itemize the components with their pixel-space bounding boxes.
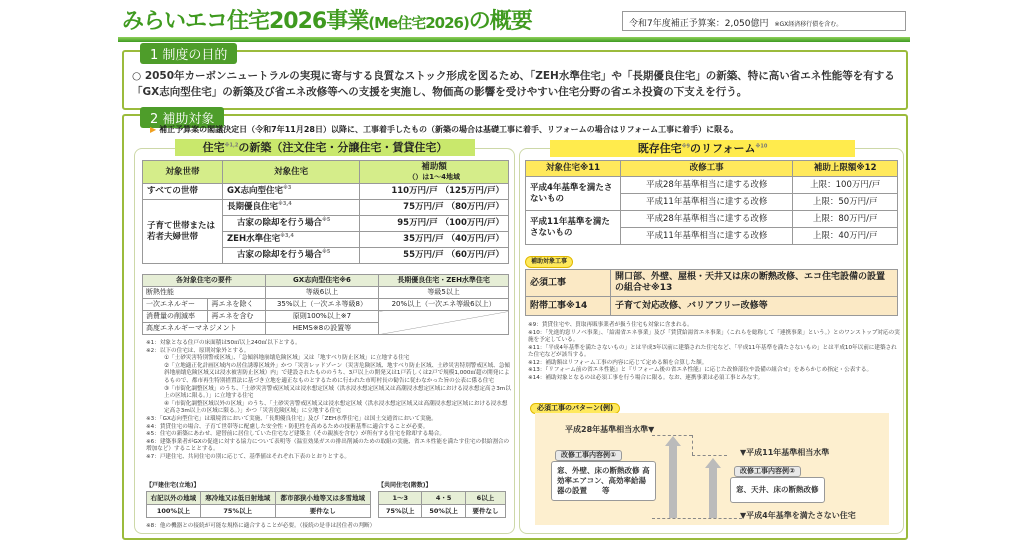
amount	[360, 232, 509, 248]
table-row	[143, 311, 509, 323]
dash-line	[692, 435, 693, 455]
note: ②「立地適正化計画区域内の居住誘導区域外」かつ「災害レッドゾーン（災害危険区域、地すべり防止区域、土砂災害特別警戒区域、急傾斜地崩壊危険区域又は浸水被害防止区域）内」で建設されたもののうち、3戸以上の開発又は1戸若しくは2戸で規模1,000㎡超の開発によるもので、都市再生特別措置法に基づき立地を適正なものとするために行われた市町村長の勧告に従わなかった旨の公表に係る住宅	[164, 362, 510, 384]
newbuild-table	[142, 160, 509, 264]
th: 長期優良住宅・ZEH水準住宅	[379, 275, 509, 287]
note: ④「市街化調整区域以外の区域」のうち、「土砂災害警戒区域又は浸水想定区域（洪水浸水想定区域又は高潮浸水想定区域における浸水想定高さ3m以上の区域に限る。）」かつ「災害危険区域」に立地する住宅	[164, 400, 508, 415]
cap: 上限：50万円/戸	[793, 194, 898, 211]
house	[223, 232, 360, 248]
work: 平成11年基準相当に達する改修	[621, 194, 793, 211]
h: 古家の除却を行う場合	[237, 218, 323, 228]
house: 平成11年基準を満たさないもの	[526, 211, 621, 245]
t: 住宅	[202, 141, 225, 154]
h: 長期優良住宅	[227, 202, 279, 212]
work-desc: 子育て対応改修、バリアフリー改修等	[611, 297, 898, 316]
arrow-shaft	[669, 446, 677, 518]
s: ※3	[283, 185, 292, 192]
c: HEMS※8の設置等	[265, 323, 378, 335]
title-sub: (Me住宅2026)	[368, 14, 469, 32]
v: 50%以上	[422, 505, 465, 518]
note: ※4：賃貸住宅の場合、子育て世帯等に配慮した安全性・防犯性を高めるための技術基準に適合することが必要。	[146, 423, 429, 430]
a: 95万円/戸	[397, 218, 438, 228]
title-divider	[118, 37, 910, 42]
th: 対象住宅※11	[526, 161, 621, 177]
house	[223, 200, 360, 216]
note-8: ※8：他の機器との接続が可能な規格に適合することが必要。（接続の是非は居住者の判断）	[146, 523, 376, 529]
triangle-icon: ▶	[150, 125, 157, 134]
a: 75万円/戸	[403, 202, 444, 212]
amount	[360, 248, 509, 264]
v: 100%以上	[147, 505, 201, 518]
h: GX志向型住宅	[227, 186, 284, 196]
th: 1～3	[379, 492, 422, 505]
amount	[360, 200, 509, 216]
example1-box: 窓、外壁、床の断熱改修 高効率エアコン、高効率給湯器の設置 等	[551, 461, 656, 501]
th: 6以上	[465, 492, 505, 505]
s: ※9	[681, 143, 691, 150]
note: ※5：住宅の新築にあわせ、建替前に居住していた住宅など建築主（その親族を含む）が所有する住宅を除却する場合。	[146, 431, 445, 438]
newbuild-title	[175, 139, 475, 156]
table-row	[143, 287, 509, 299]
amount	[360, 216, 509, 232]
level-4: ▼平成4年基準を満たさない住宅	[740, 511, 856, 520]
c: 消費量の削減率	[143, 311, 208, 323]
left-notes	[146, 340, 512, 462]
c: 高度エネルギーマネジメント	[143, 323, 266, 335]
pattern-label: 必須工事のパターン(例)	[530, 403, 620, 414]
work-desc: 開口部、外壁、屋根・天井又は床の断熱改修、エコ住宅設備の設置の組合せ※13	[611, 270, 898, 297]
note: ※13：『リフォーム前の省エネ性能』と『リフォーム後の省エネ性能』に応じた改修部位や設備の組合せ」をあらかじめ指定・公表する。	[528, 367, 873, 373]
th: 右記以外の地域	[147, 492, 201, 505]
detached-caption: 【戸建住宅(立地)】	[146, 482, 200, 489]
c: 一次エネルギー	[143, 299, 208, 311]
s: ※5	[322, 217, 331, 224]
note: ※10：「先進的窓リノベ事業」、「給湯省エネ事業」及び「賃貸給湯省エネ事業」（これらを総称して「連携事業」という。）とのワンストップ対応の実施を予定している。	[528, 329, 900, 343]
v: 要件なし	[465, 505, 505, 518]
household: 子育て世帯または若者夫婦世帯	[143, 200, 223, 264]
th	[360, 161, 509, 184]
dash-line	[692, 455, 727, 456]
r: （100万円/戸）	[440, 218, 504, 228]
note: ※2：以下の住宅は、原則対象外とする。	[146, 347, 250, 354]
title-tail: の概要	[468, 9, 532, 34]
detached-table	[146, 491, 371, 518]
table-row	[143, 184, 509, 200]
arrow-up-icon	[665, 436, 681, 446]
right-notes	[528, 322, 900, 382]
r: （125万円/戸）	[440, 186, 504, 196]
th-a: 補助額	[421, 162, 447, 172]
t2: のリフォーム	[690, 142, 756, 155]
budget-box	[622, 11, 906, 31]
c-empty	[379, 311, 509, 335]
c: 再エネを除く	[208, 299, 265, 311]
works-label: 補助対象工事	[525, 256, 573, 268]
requirements-table	[142, 274, 509, 335]
note: ※6：建築事業者がGXの促進に対する協力について表明等（温室効果ガスの排出削減のための取組の実施、省エネ性能を満たす住宅の供給割合の増加など）することとする。	[146, 438, 510, 453]
r: （60万円/戸）	[446, 250, 504, 260]
th: 各対象住宅の要件	[143, 275, 266, 287]
condition-text: 補正予算案の閣議決定日（令和7年11月28日）以降に、工事着手したもの（新築の場合は基礎工事に着手、リフォームの場合はリフォーム工事に着手）に限る。	[159, 125, 739, 134]
note: ※1：対象となる住戸の床面積は50㎡以上240㎡以下とする。	[146, 340, 301, 346]
note: ※7：戸建住宅、共同住宅の別に応じて、基準値はそれぞれ下表のとおりとする。	[146, 453, 350, 460]
work: 平成11年基準相当に達する改修	[621, 228, 793, 245]
r: （80万円/戸）	[446, 202, 504, 212]
th: 対象住宅	[223, 161, 360, 184]
c: 35%以上（一次エネ等級8）	[265, 299, 378, 311]
work-type: 必須工事	[526, 270, 611, 297]
note: ※3：「GX志向型住宅」は環境省において実施、「長期優良住宅」及び「ZEH水準住宅」は国土交通省において実施。	[146, 415, 437, 422]
note: ③「市街化調整区域」のうち、「土砂災害警戒区域又は浸水想定区域（洪水浸水想定区域又は高潮浸水想定区域における浸水想定高さ3m以上の区域に限る。）」に立地する住宅	[164, 385, 511, 400]
s: ※3,4	[278, 201, 292, 208]
reform-title	[550, 140, 855, 157]
example2-box: 窓、天井、床の断熱改修	[730, 477, 825, 503]
page-title	[122, 4, 532, 35]
house	[223, 216, 360, 232]
a: 110万円/戸	[391, 186, 438, 196]
condition-note	[150, 125, 738, 135]
house: 平成4年基準を満たさないもの	[526, 177, 621, 211]
cap: 上限：100万円/戸	[793, 177, 898, 194]
level-28: 平成28年基準相当水準▼	[565, 425, 655, 434]
cap: 上限：80万円/戸	[793, 211, 898, 228]
house	[223, 248, 360, 264]
budget-note: ※GX経済移行債を含む。	[774, 21, 843, 28]
th: 改修工事	[621, 161, 793, 177]
th: 補助上限額※12	[793, 161, 898, 177]
a: 35万円/戸	[403, 234, 444, 244]
t: 既存住宅	[637, 142, 682, 155]
t2: の新築（注文住宅・分譲住宅・賃貸住宅）	[238, 141, 448, 154]
v: 要件なし	[275, 505, 370, 518]
level-11: ▼平成11年基準相当水準	[740, 448, 830, 457]
cap: 上限：40万円/戸	[793, 228, 898, 245]
note: ※11：「平成4年基準を満たさないもの」とは平成3年以前に建築された住宅など、「平成11年基準を満たさないもの」とは平成10年以前に建築された住宅などが該当する。	[528, 344, 897, 358]
purpose-text: ○ 2050年カーボンニュートラルの実現に寄与する良質なストック形成を図るため、「ZEH水準住宅」や「長期優良住宅」の新築、特に高い省エネ性能等を有する「GX志向型住宅」の新築及び省エネ改修等への支援を実施し、物価高の影響を受けやすい住宅分野の省エネ投資の下支えを行う。	[132, 70, 895, 98]
table-row	[526, 211, 898, 228]
works-table	[525, 269, 898, 316]
th: 4・5	[422, 492, 465, 505]
note: ※9：賃貸住宅や、買取再販事業者が扱う住宅も対象に含まれる。	[528, 322, 693, 328]
note: ①「土砂災害特別警戒区域」、「急傾斜地崩壊危険区域」又は「地すべり防止区域」に立地する住宅	[164, 355, 410, 362]
house	[223, 184, 360, 200]
table-row	[526, 297, 898, 316]
arrow-up-icon	[705, 458, 721, 468]
dash-line	[652, 518, 742, 519]
a: 55万円/戸	[403, 250, 444, 260]
v: 75%以上	[200, 505, 275, 518]
table-row	[526, 177, 898, 194]
c: 断熱性能	[143, 287, 266, 299]
example2-title: 改修工事内容例②	[734, 466, 801, 477]
note: ※12：補助額はリフォーム工事の内容に応じて定める額を合算した額。	[528, 359, 708, 366]
c: 再エネを含む	[208, 311, 265, 323]
note: ※14：補助対象となるのは必須工事を行う場合に限る。なお、連携事業は必須工事とみなす。	[528, 374, 764, 381]
th: 都市部狭小地等又は多雪地域	[275, 492, 370, 505]
s: ※5	[322, 249, 331, 256]
section-subsidy-tab: 2 補助対象	[140, 107, 224, 128]
section-purpose-tab: 1 制度の目的	[140, 43, 237, 64]
reform-table	[525, 160, 898, 245]
h: 古家の除却を行う場合	[237, 250, 323, 260]
work: 平成28年基準相当に達する改修	[621, 177, 793, 194]
th-b: （）は1～4地域	[408, 173, 461, 181]
work-type: 附帯工事※14	[526, 297, 611, 316]
c: 等級5以上	[379, 287, 509, 299]
s2: ※10	[755, 143, 768, 150]
c: 20%以上（一次エネ等級6以上）	[379, 299, 509, 311]
work: 平成28年基準相当に達する改修	[621, 211, 793, 228]
v: 75%以上	[379, 505, 422, 518]
th: 対象世帯	[143, 161, 223, 184]
r: （40万円/戸）	[446, 234, 504, 244]
arrow-shaft	[709, 468, 717, 518]
s: ※3,4	[280, 233, 294, 240]
table-row	[143, 299, 509, 311]
th: 寒冷地又は低日射地域	[200, 492, 275, 505]
table-row	[143, 200, 509, 216]
household: すべての世帯	[143, 184, 223, 200]
collective-caption: 【共同住宅(階数)】	[378, 482, 432, 489]
th: GX志向型住宅※6	[265, 275, 378, 287]
amount	[360, 184, 509, 200]
budget-label: 令和7年度補正予算案：2,050億円	[629, 19, 769, 29]
sup: ※1,2	[224, 142, 239, 149]
c: 原則100%以上※7	[265, 311, 378, 323]
title-main: みらいエコ住宅2026事業	[122, 9, 369, 34]
c: 等級6以上	[265, 287, 378, 299]
h: ZEH水準住宅	[227, 234, 281, 244]
table-row	[526, 270, 898, 297]
collective-table	[378, 491, 506, 518]
example1-title: 改修工事内容例①	[555, 450, 622, 461]
